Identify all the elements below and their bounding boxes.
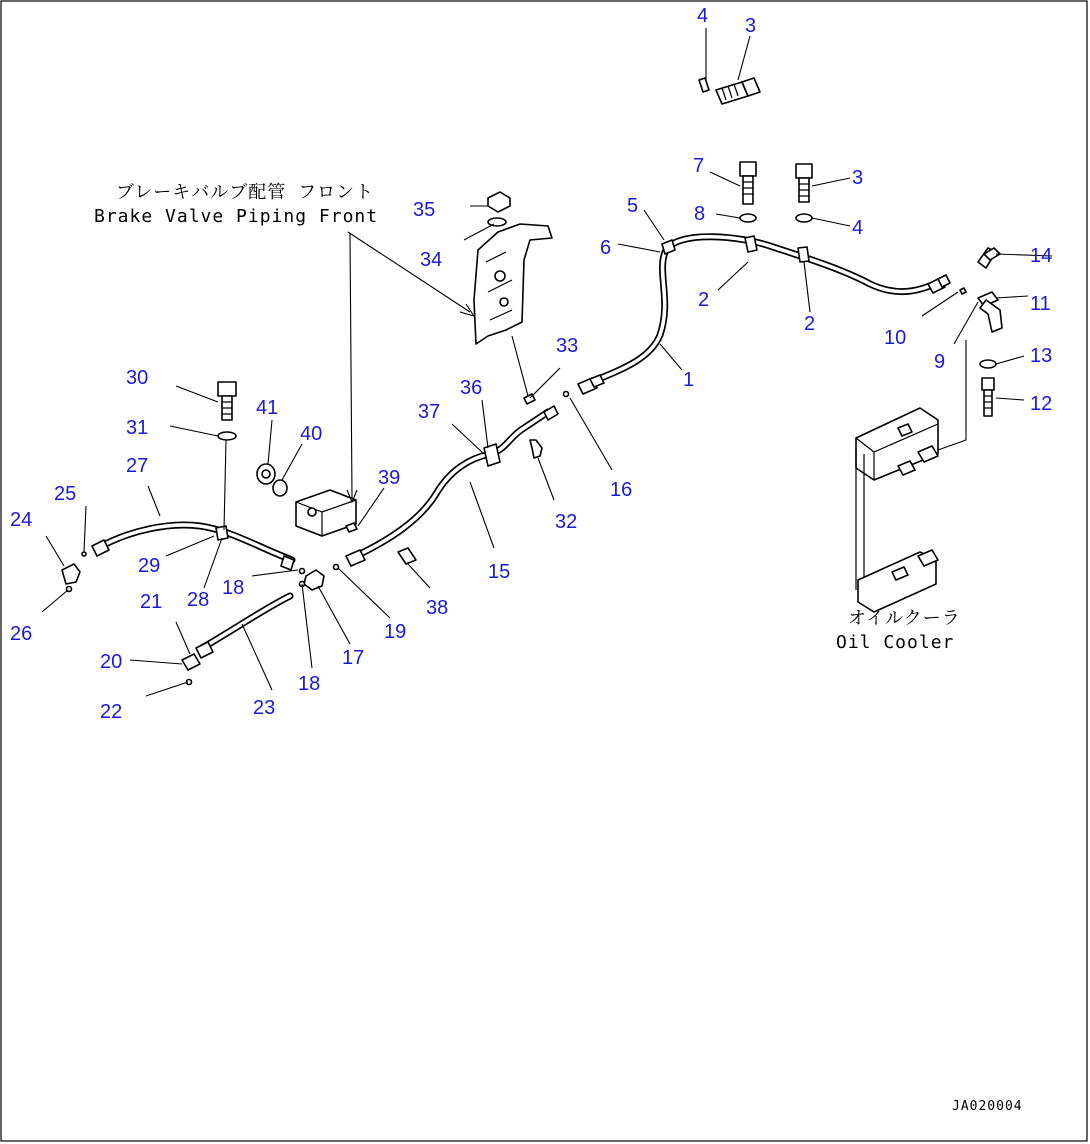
callout-15: 15 (488, 561, 511, 583)
oil-cooler-caption-jp: オイルクーラ (848, 608, 961, 629)
callout-40: 40 (300, 423, 323, 445)
callout-3: 3 (745, 15, 757, 37)
callout-17: 17 (342, 647, 365, 669)
callout-32: 32 (555, 511, 578, 533)
captions (94, 182, 1023, 1114)
callout-38: 38 (426, 597, 449, 619)
hose-1 (578, 236, 950, 394)
callout-19: 19 (384, 621, 407, 643)
callout-2: 2 (804, 313, 816, 335)
callout-29: 29 (138, 555, 161, 577)
callout-27: 27 (126, 455, 149, 477)
callout-8: 8 (694, 203, 706, 225)
callout-30: 30 (126, 367, 149, 389)
hose-clamp-bolts (740, 162, 812, 222)
brake-valve-caption-jp: ブレーキバルブ配管 フロント (116, 182, 375, 203)
bracket-34 (474, 192, 552, 344)
callout-16: 16 (610, 479, 633, 501)
callout-14: 14 (1030, 245, 1053, 267)
callout-10: 10 (884, 327, 907, 349)
top-bolt-assembly (699, 78, 760, 104)
callout-31: 31 (126, 417, 149, 439)
callout-35: 35 (413, 199, 436, 221)
callout-3: 3 (852, 167, 864, 189)
block-39-40-41 (257, 464, 357, 536)
callout-23: 23 (253, 697, 276, 719)
callout-7: 7 (693, 155, 705, 177)
callout-11: 11 (1030, 293, 1051, 315)
callout-36: 36 (460, 377, 483, 399)
callout-41: 41 (256, 397, 279, 419)
callout-18: 18 (222, 577, 245, 599)
callout-18: 18 (298, 673, 321, 695)
callout-39: 39 (378, 467, 401, 489)
brake-valve-caption-en: Brake Valve Piping Front (94, 206, 379, 227)
bolt-30 (218, 382, 236, 440)
oil-cooler (856, 408, 938, 612)
callout-4: 4 (852, 217, 864, 239)
callout-9: 9 (934, 351, 946, 373)
oil-cooler-caption-en: Oil Cooler (836, 632, 955, 653)
drawing-code: JA020004 (952, 1099, 1023, 1114)
callout-6: 6 (600, 237, 612, 259)
callout-12: 12 (1030, 393, 1053, 415)
callout-20: 20 (100, 651, 123, 673)
callout-26: 26 (10, 623, 33, 645)
fitting-17 (300, 565, 339, 591)
callout-2: 2 (698, 289, 710, 311)
callout-5: 5 (627, 195, 639, 217)
callout-33: 33 (556, 335, 579, 357)
callout-34: 34 (420, 249, 443, 271)
callout-22: 22 (100, 701, 123, 723)
callout-21: 21 (140, 591, 163, 613)
callout-1: 1 (683, 369, 695, 391)
callout-4: 4 (697, 5, 709, 27)
hose-27 (62, 525, 294, 592)
callout-24: 24 (10, 509, 33, 531)
callout-13: 13 (1030, 345, 1053, 367)
callout-25: 25 (54, 483, 77, 505)
callout-37: 37 (418, 401, 441, 423)
callout-28: 28 (187, 589, 210, 611)
